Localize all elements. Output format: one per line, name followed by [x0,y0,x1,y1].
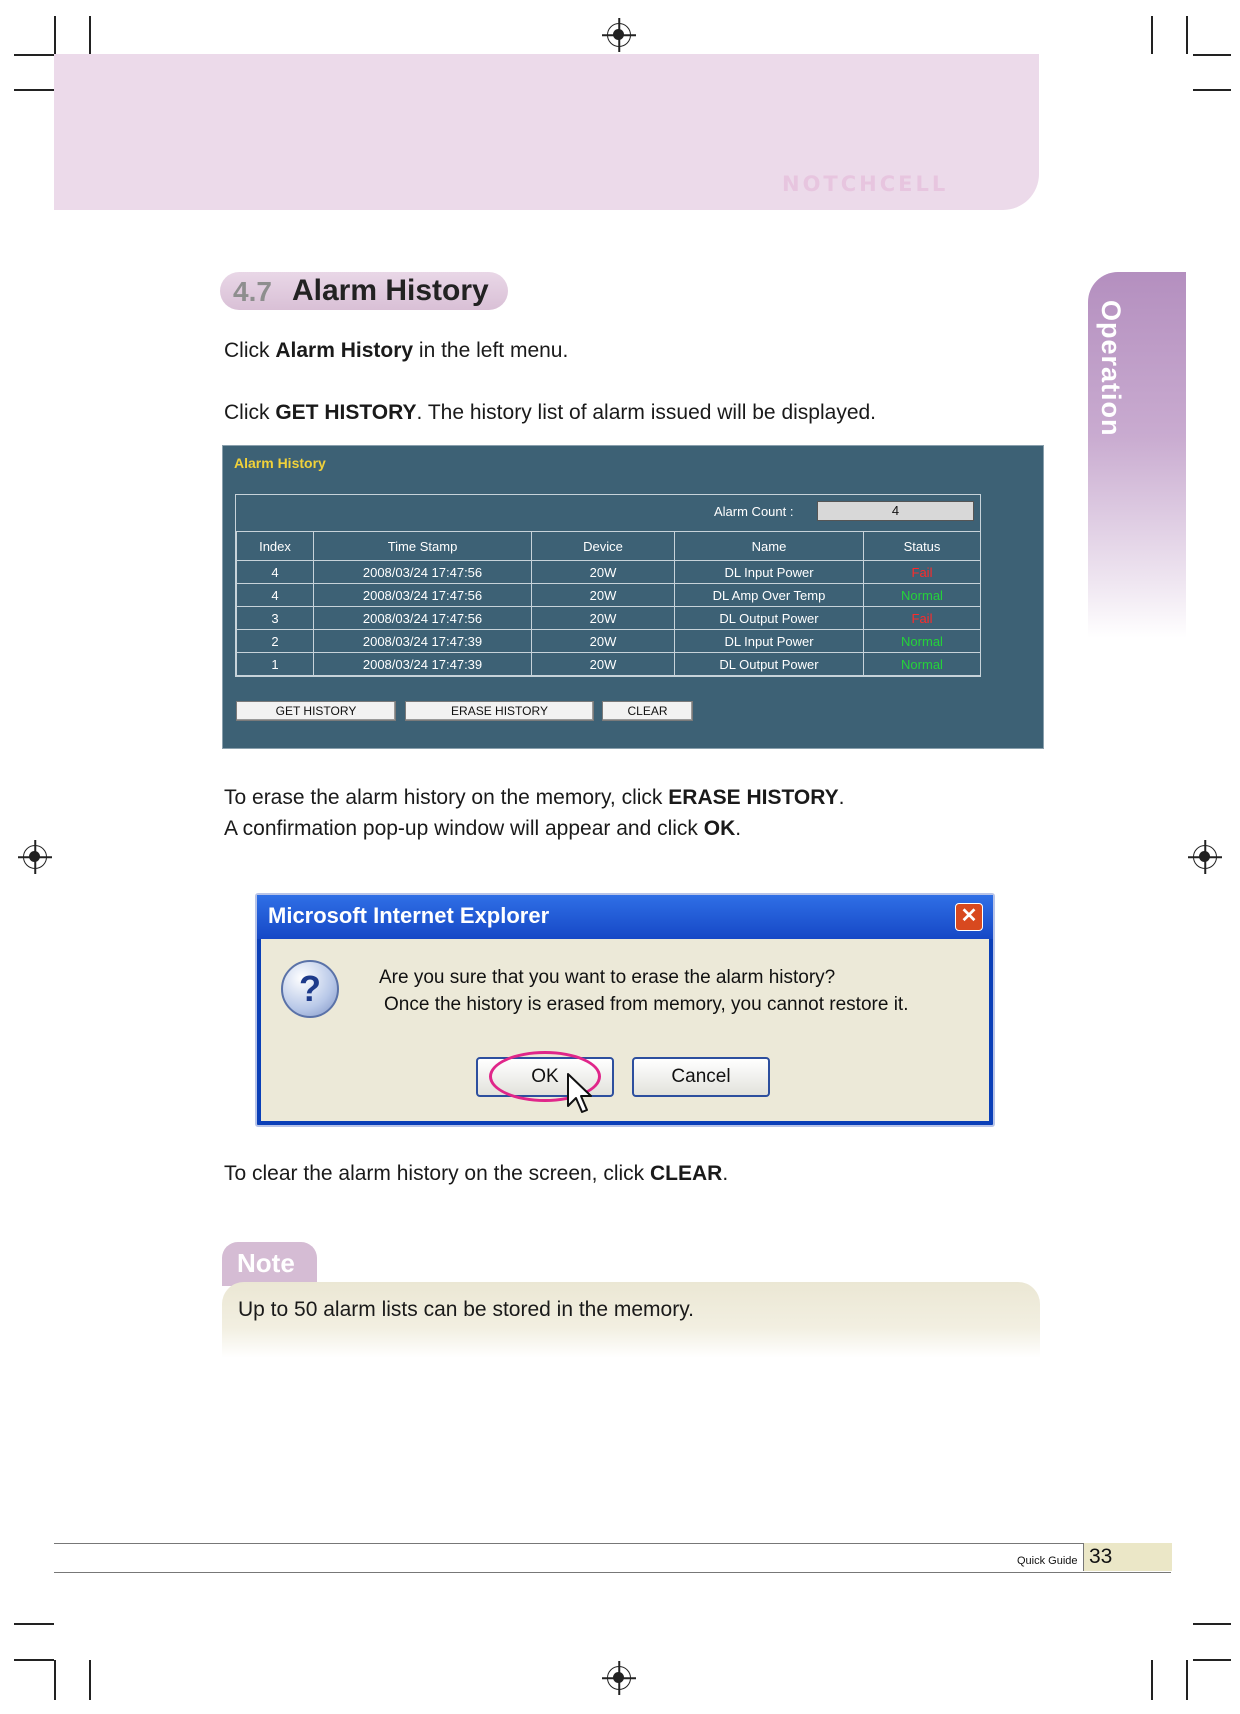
cell-device: 20W [532,561,675,584]
cell-name: DL Input Power [675,630,864,653]
alarm-count-field: 4 [817,501,974,521]
side-tab-label [1094,300,1134,470]
column-header: Device [532,532,675,561]
note-text: Up to 50 alarm lists can be stored in the memory. [238,1298,694,1321]
alarm-table [236,531,981,676]
mouse-cursor-icon [566,1072,592,1114]
crop-mark [1193,89,1231,91]
registration-mark [607,23,631,47]
cell-time: 2008/03/24 17:47:56 [314,607,532,630]
cell-name: DL Output Power [675,607,864,630]
registration-mark [607,1666,631,1690]
table-row [237,653,981,676]
cancel-button[interactable]: Cancel [632,1057,770,1097]
clear-button[interactable]: CLEAR [602,701,693,721]
table-row [237,561,981,584]
get-history-button[interactable]: GET HISTORY [236,701,396,721]
crop-mark [89,1660,91,1700]
cell-index: 2 [237,630,314,653]
dialog-message-line2: Once the history is erased from memory, you cannot restore it. [384,994,909,1015]
instruction-erase: To erase the alarm history on the memory, click ERASE HISTORY. [224,786,845,809]
table-row [237,630,981,653]
page-number: 33 [1089,1545,1113,1568]
crop-mark [1193,54,1231,56]
cell-status: Fail [864,607,981,630]
crop-mark [1151,16,1153,54]
panel-title: Alarm History [234,455,326,471]
cell-device: 20W [532,630,675,653]
side-tab-text: Operation [1096,300,1126,437]
cell-index: 4 [237,584,314,607]
crop-mark [1151,1660,1153,1700]
table-row [237,584,981,607]
crop-mark [89,16,91,54]
cell-time: 2008/03/24 17:47:56 [314,584,532,607]
cell-name: DL Input Power [675,561,864,584]
table-header-row [237,532,981,561]
column-header: Index [237,532,314,561]
dialog-title: Microsoft Internet Explorer [268,903,550,928]
cell-status: Fail [864,561,981,584]
cell-device: 20W [532,653,675,676]
section-title: Alarm History [292,274,489,307]
registration-mark [1193,845,1217,869]
crop-mark [14,1623,54,1625]
section-number: 4.7 [233,276,272,307]
cell-name: DL Amp Over Temp [675,584,864,607]
registration-mark [23,845,47,869]
column-header: Status [864,532,981,561]
instruction-confirm: A confirmation pop-up window will appear and click OK. [224,817,742,840]
cell-time: 2008/03/24 17:47:39 [314,630,532,653]
crop-mark [54,16,56,54]
footer-guide-label: Quick Guide [1017,1555,1078,1567]
brand-logo: NOTCHCELL [782,172,949,196]
crop-mark [14,89,54,91]
cell-device: 20W [532,607,675,630]
column-header: Name [675,532,864,561]
crop-mark [1186,16,1188,54]
crop-mark [54,1660,56,1700]
table-row [237,607,981,630]
cell-device: 20W [532,584,675,607]
close-icon[interactable]: ✕ [955,903,983,931]
cell-time: 2008/03/24 17:47:56 [314,561,532,584]
column-header: Time Stamp [314,532,532,561]
cell-index: 3 [237,607,314,630]
instruction-step1: Click Alarm History in the left menu. [224,339,569,362]
instruction-clear: To clear the alarm history on the screen, click CLEAR. [224,1162,729,1185]
note-label: Note [237,1248,295,1278]
alarm-count-label: Alarm Count : [714,504,794,519]
crop-mark [1193,1659,1231,1661]
cell-index: 4 [237,561,314,584]
cell-index: 1 [237,653,314,676]
footer-rule-top [54,1543,1171,1544]
footer-rule-bottom [54,1572,1171,1573]
cell-name: DL Output Power [675,653,864,676]
cell-time: 2008/03/24 17:47:39 [314,653,532,676]
instruction-step2: Click GET HISTORY. The history list of alarm issued will be displayed. [224,401,877,424]
ok-button[interactable]: OK [476,1057,614,1097]
crop-mark [14,1659,54,1661]
cell-status: Normal [864,584,981,607]
crop-mark [1186,1660,1188,1700]
question-icon: ? [281,960,339,1018]
erase-history-button[interactable]: ERASE HISTORY [405,701,594,721]
cell-status: Normal [864,653,981,676]
crop-mark [1193,1623,1231,1625]
cell-status: Normal [864,630,981,653]
crop-mark [14,54,54,56]
dialog-message-line1: Are you sure that you want to erase the alarm history? [379,967,836,988]
